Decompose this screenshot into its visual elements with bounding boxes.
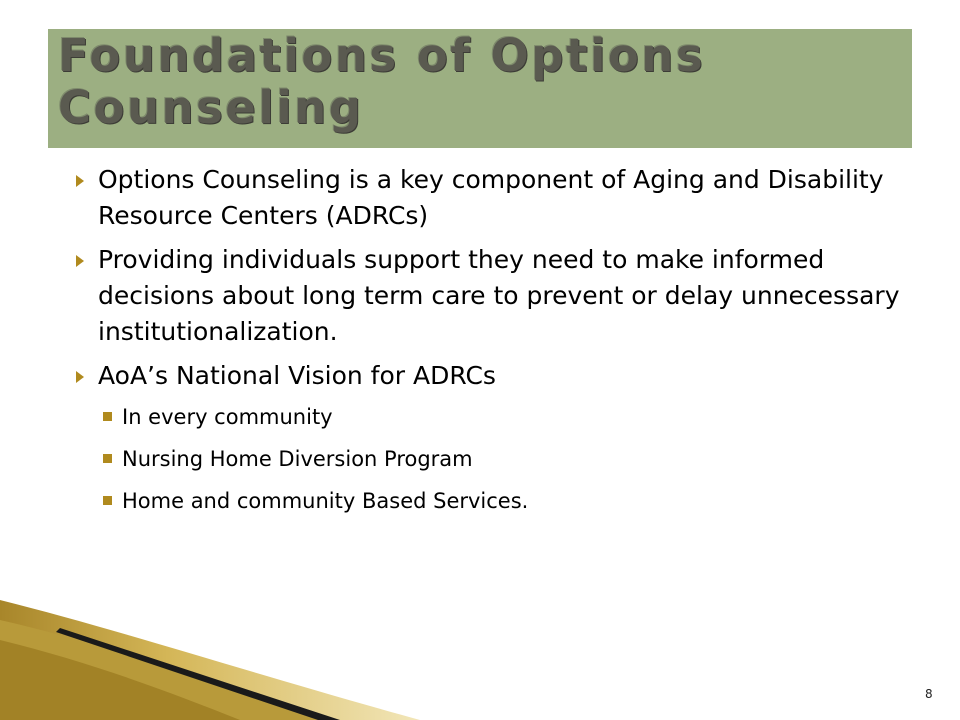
sub-bullet-text: In every community bbox=[122, 405, 333, 429]
slide-content bbox=[76, 162, 906, 528]
sub-bullet-item bbox=[76, 444, 906, 474]
decorative-swoosh bbox=[0, 600, 960, 720]
square-bullet-icon bbox=[103, 412, 112, 421]
bullet-text: AoA’s National Vision for ADRCs bbox=[98, 361, 496, 390]
square-bullet-icon bbox=[103, 454, 112, 463]
sub-bullet-item bbox=[76, 486, 906, 516]
slide-title: Foundations of Options Counseling bbox=[58, 29, 706, 134]
bullet-item bbox=[76, 162, 906, 234]
sub-bullet-item bbox=[76, 402, 906, 432]
sub-bullet-text: Nursing Home Diversion Program bbox=[122, 447, 473, 471]
triangle-bullet-icon bbox=[76, 371, 84, 383]
triangle-bullet-icon bbox=[76, 255, 84, 267]
triangle-bullet-icon bbox=[76, 175, 84, 187]
bullet-text: Providing individuals support they need to make informed decisions about long term care to prevent or delay unnecessary institutionalization. bbox=[98, 245, 900, 346]
bullet-item bbox=[76, 358, 906, 394]
sub-bullet-text: Home and community Based Services. bbox=[122, 489, 529, 513]
page-number: 8 bbox=[925, 687, 933, 701]
square-bullet-icon bbox=[103, 496, 112, 505]
bullet-text: Options Counseling is a key component of Aging and Disability Resource Centers (ADRCs) bbox=[98, 165, 884, 230]
bullet-item bbox=[76, 242, 906, 350]
